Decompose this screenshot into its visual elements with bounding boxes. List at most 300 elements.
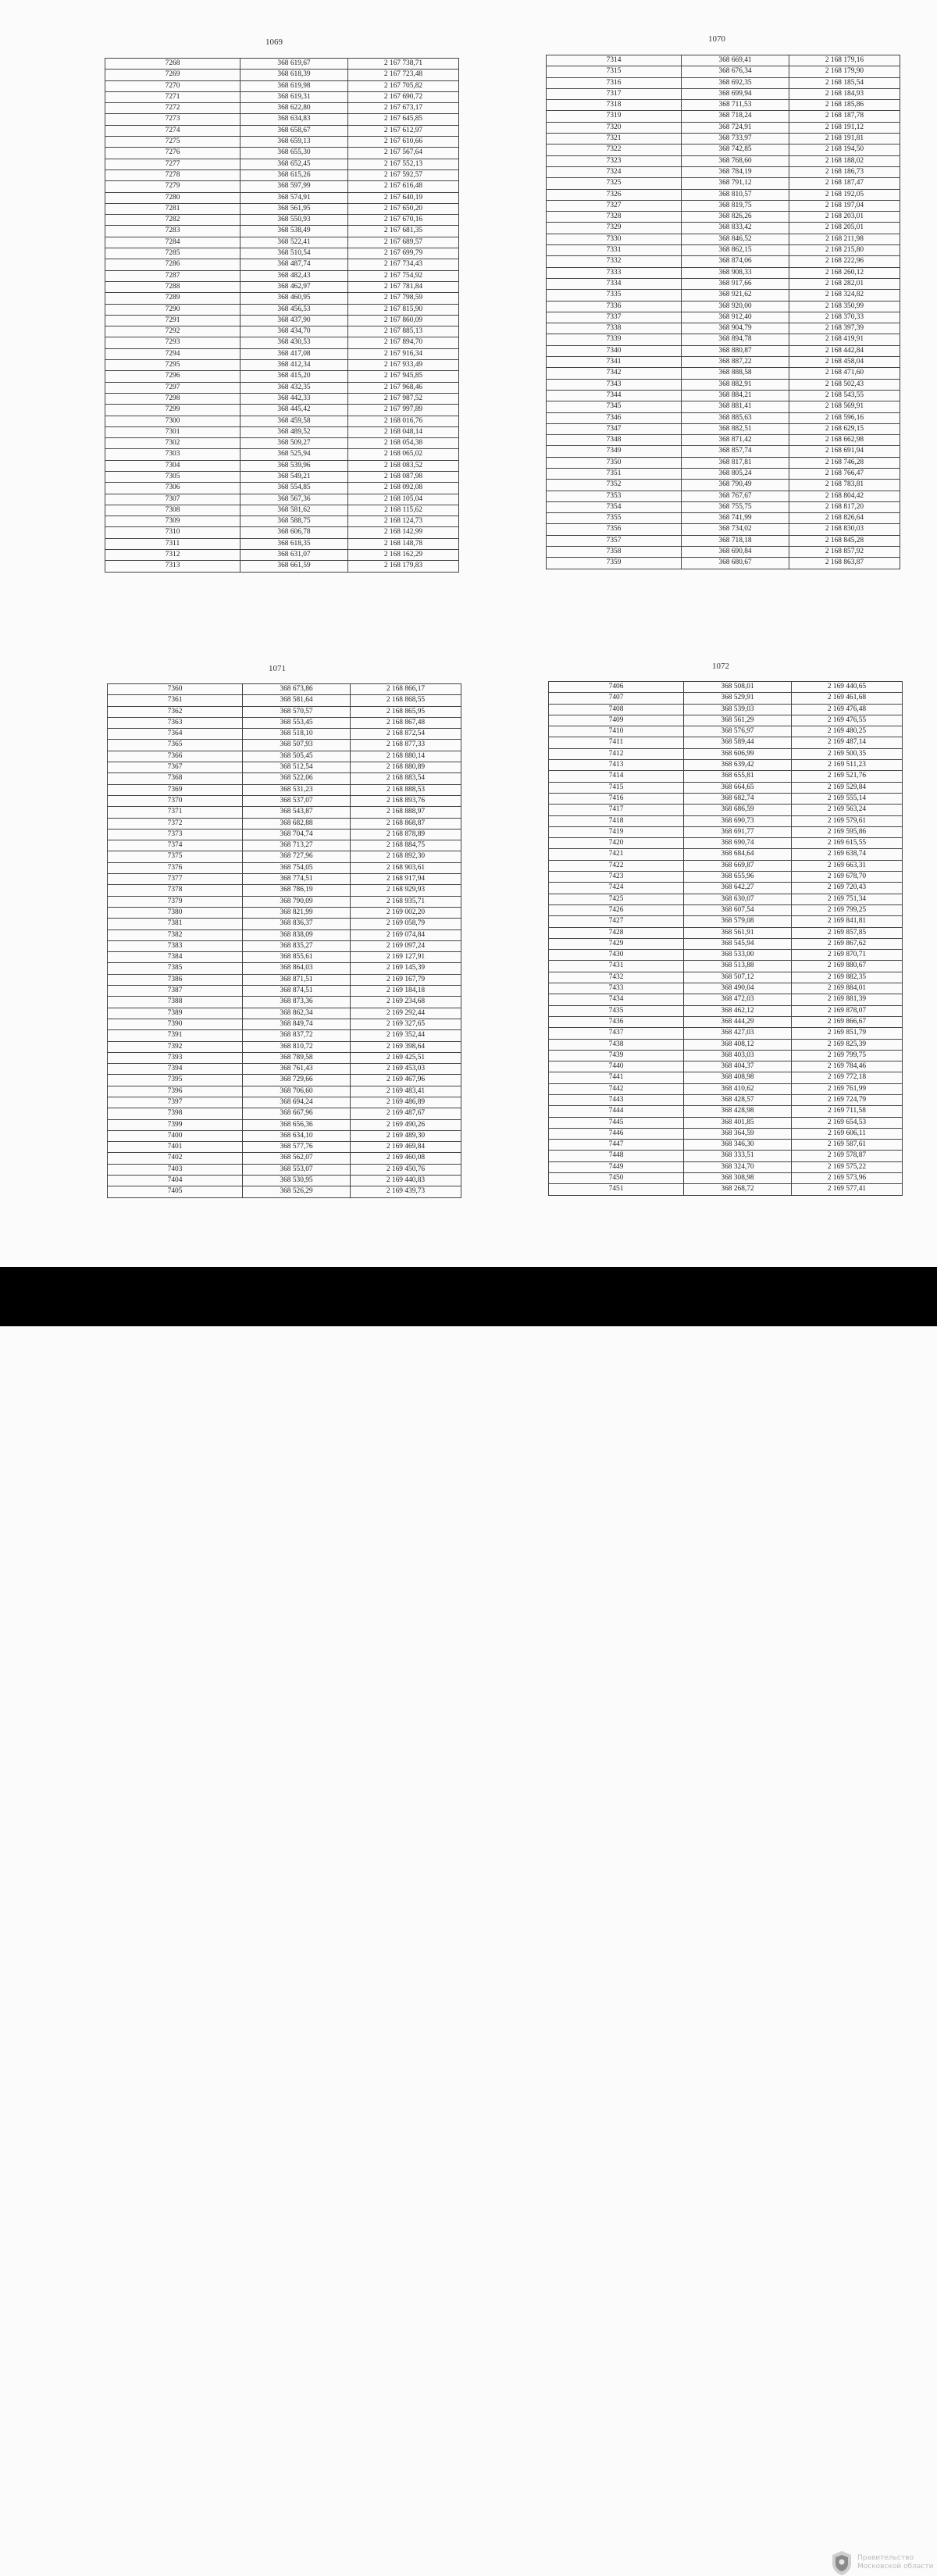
y-coordinate-cell: 2 168 148,78 [348, 538, 459, 549]
x-coordinate-cell: 368 408,98 [684, 1072, 792, 1083]
point-number-cell: 7279 [105, 181, 240, 192]
point-number-cell: 7338 [547, 323, 682, 334]
table-row [108, 997, 461, 1008]
point-number-cell: 7429 [549, 938, 684, 949]
table-row [105, 416, 459, 426]
table-row [549, 715, 903, 726]
point-number-cell: 7439 [549, 1050, 684, 1061]
y-coordinate-cell: 2 168 419,91 [789, 334, 900, 345]
table-row [547, 435, 900, 446]
y-coordinate-cell: 2 169 292,44 [351, 1008, 461, 1019]
y-coordinate-cell: 2 168 105,04 [348, 494, 459, 505]
y-coordinate-cell: 2 167 798,59 [348, 293, 459, 304]
table-row [108, 851, 461, 862]
table-row [547, 234, 900, 244]
point-number-cell: 7281 [105, 203, 240, 214]
y-coordinate-cell: 2 169 440,83 [351, 1176, 461, 1186]
table-row [105, 449, 459, 460]
point-number-cell: 7369 [108, 784, 243, 795]
table-row [105, 348, 459, 359]
table-row [549, 883, 903, 894]
y-coordinate-cell: 2 168 863,87 [789, 558, 900, 569]
x-coordinate-cell: 368 526,29 [243, 1186, 351, 1197]
x-coordinate-cell: 368 656,36 [243, 1119, 351, 1130]
point-number-cell: 7273 [105, 114, 240, 125]
x-coordinate-cell: 368 684,64 [684, 849, 792, 860]
y-coordinate-cell: 2 169 425,51 [351, 1052, 461, 1063]
x-coordinate-cell: 368 673,86 [243, 684, 351, 695]
table-row [549, 748, 903, 759]
x-coordinate-cell: 368 871,42 [682, 435, 789, 446]
x-coordinate-cell: 368 767,67 [682, 491, 789, 501]
y-coordinate-cell: 2 168 935,71 [351, 896, 461, 907]
y-coordinate-cell: 2 169 577,41 [792, 1184, 903, 1195]
table-row [105, 382, 459, 393]
x-coordinate-cell: 368 884,21 [682, 390, 789, 401]
table-row [105, 483, 459, 494]
y-coordinate-cell: 2 169 521,76 [792, 771, 903, 782]
table-row [549, 1173, 903, 1184]
point-number-cell: 7444 [549, 1106, 684, 1117]
x-coordinate-cell: 368 888,58 [682, 368, 789, 379]
x-coordinate-cell: 368 308,98 [684, 1173, 792, 1184]
x-coordinate-cell: 368 615,26 [240, 169, 348, 180]
x-coordinate-cell: 368 588,75 [240, 516, 348, 527]
x-coordinate-cell: 368 706,60 [243, 1086, 351, 1097]
table-row [105, 59, 459, 70]
table-row [105, 181, 459, 192]
y-coordinate-cell: 2 167 968,46 [348, 382, 459, 393]
table-row [547, 88, 900, 99]
point-number-cell: 7435 [549, 1005, 684, 1016]
x-coordinate-cell: 368 655,30 [240, 148, 348, 159]
table-row [105, 405, 459, 416]
y-coordinate-cell: 2 169 575,22 [792, 1161, 903, 1172]
table-row [108, 684, 461, 695]
y-coordinate-cell: 2 167 650,20 [348, 203, 459, 214]
table-row [549, 872, 903, 883]
table-row [105, 304, 459, 315]
y-coordinate-cell: 2 168 192,05 [789, 189, 900, 200]
point-number-cell: 7413 [549, 760, 684, 771]
point-number-cell: 7399 [108, 1119, 243, 1130]
y-coordinate-cell: 2 169 799,75 [792, 1050, 903, 1061]
point-number-cell: 7318 [547, 100, 682, 111]
y-coordinate-cell: 2 167 894,70 [348, 337, 459, 348]
y-coordinate-cell: 2 168 878,89 [351, 829, 461, 840]
point-number-cell: 7312 [105, 550, 240, 561]
y-coordinate-cell: 2 168 817,20 [789, 501, 900, 512]
x-coordinate-cell: 368 581,64 [243, 695, 351, 706]
point-number-cell: 7388 [108, 997, 243, 1008]
table-row [108, 896, 461, 907]
x-coordinate-cell: 368 690,84 [682, 547, 789, 558]
table-row [105, 561, 459, 572]
y-coordinate-cell: 2 169 490,26 [351, 1119, 461, 1130]
point-number-cell: 7409 [549, 715, 684, 726]
point-number-cell: 7403 [108, 1164, 243, 1175]
table-row [108, 1052, 461, 1063]
x-coordinate-cell: 368 589,44 [684, 737, 792, 748]
point-number-cell: 7295 [105, 360, 240, 371]
coordinates-table-1070 [546, 55, 900, 569]
point-number-cell: 7309 [105, 516, 240, 527]
table-row [105, 91, 459, 102]
table-row [547, 245, 900, 256]
x-coordinate-cell: 368 410,62 [684, 1083, 792, 1094]
y-coordinate-cell: 2 168 187,47 [789, 178, 900, 189]
point-number-cell: 7302 [105, 438, 240, 449]
table-row [549, 927, 903, 938]
point-number-cell: 7314 [547, 55, 682, 66]
point-number-cell: 7426 [549, 904, 684, 915]
y-coordinate-cell: 2 168 211,98 [789, 234, 900, 244]
x-coordinate-cell: 368 881,41 [682, 401, 789, 412]
point-number-cell: 7278 [105, 169, 240, 180]
x-coordinate-cell: 368 742,85 [682, 144, 789, 155]
point-number-cell: 7405 [108, 1186, 243, 1197]
x-coordinate-cell: 368 904,79 [682, 323, 789, 334]
x-coordinate-cell: 368 518,10 [243, 729, 351, 740]
point-number-cell: 7331 [547, 245, 682, 256]
table-row [105, 80, 459, 91]
y-coordinate-cell: 2 167 987,52 [348, 393, 459, 404]
y-coordinate-cell: 2 169 761,99 [792, 1083, 903, 1094]
point-number-cell: 7339 [547, 334, 682, 345]
point-number-cell: 7332 [547, 256, 682, 267]
table-row [105, 215, 459, 226]
table-row [108, 1108, 461, 1119]
table-row [547, 178, 900, 189]
point-number-cell: 7306 [105, 483, 240, 494]
y-coordinate-cell: 2 168 903,61 [351, 862, 461, 873]
point-number-cell: 7412 [549, 748, 684, 759]
y-coordinate-cell: 2 169 486,89 [351, 1097, 461, 1108]
y-coordinate-cell: 2 168 892,30 [351, 851, 461, 862]
x-coordinate-cell: 368 618,39 [240, 70, 348, 80]
x-coordinate-cell: 368 417,08 [240, 348, 348, 359]
point-number-cell: 7292 [105, 326, 240, 337]
y-coordinate-cell: 2 169 880,67 [792, 961, 903, 972]
y-coordinate-cell: 2 167 885,13 [348, 326, 459, 337]
x-coordinate-cell: 368 268,72 [684, 1184, 792, 1195]
x-coordinate-cell: 368 522,06 [243, 773, 351, 784]
x-coordinate-cell: 368 669,41 [682, 55, 789, 66]
x-coordinate-cell: 368 789,58 [243, 1052, 351, 1063]
x-coordinate-cell: 368 428,57 [684, 1094, 792, 1105]
x-coordinate-cell: 368 456,53 [240, 304, 348, 315]
point-number-cell: 7421 [549, 849, 684, 860]
table-row [105, 281, 459, 292]
table-row [549, 1083, 903, 1094]
x-coordinate-cell: 368 545,94 [684, 938, 792, 949]
x-coordinate-cell: 368 912,40 [682, 312, 789, 323]
table-row [547, 412, 900, 423]
x-coordinate-cell: 368 682,74 [684, 793, 792, 804]
x-coordinate-cell: 368 741,99 [682, 513, 789, 524]
x-coordinate-cell: 368 412,34 [240, 360, 348, 371]
y-coordinate-cell: 2 169 851,79 [792, 1028, 903, 1039]
x-coordinate-cell: 368 346,30 [684, 1140, 792, 1151]
table-row [549, 1140, 903, 1151]
x-coordinate-cell: 368 810,72 [243, 1041, 351, 1052]
table-row [549, 682, 903, 693]
table-row [108, 1086, 461, 1097]
point-number-cell: 7448 [549, 1151, 684, 1161]
point-number-cell: 7355 [547, 513, 682, 524]
point-number-cell: 7368 [108, 773, 243, 784]
point-number-cell: 7280 [105, 192, 240, 203]
y-coordinate-cell: 2 169 074,84 [351, 929, 461, 940]
point-number-cell: 7313 [105, 561, 240, 572]
y-coordinate-cell: 2 168 893,76 [351, 795, 461, 806]
y-coordinate-cell: 2 168 867,48 [351, 717, 461, 728]
table-row [105, 538, 459, 549]
table-row [108, 974, 461, 985]
x-coordinate-cell: 368 579,08 [684, 916, 792, 927]
x-coordinate-cell: 368 733,97 [682, 134, 789, 144]
y-coordinate-cell: 2 167 723,48 [348, 70, 459, 80]
y-coordinate-cell: 2 168 115,62 [348, 505, 459, 516]
y-coordinate-cell: 2 169 663,31 [792, 860, 903, 871]
point-number-cell: 7428 [549, 927, 684, 938]
table-row [549, 1117, 903, 1128]
point-number-cell: 7443 [549, 1094, 684, 1105]
y-coordinate-cell: 2 168 187,78 [789, 111, 900, 122]
y-coordinate-cell: 2 168 883,54 [351, 773, 461, 784]
point-number-cell: 7285 [105, 248, 240, 259]
point-number-cell: 7300 [105, 416, 240, 426]
point-number-cell: 7414 [549, 771, 684, 782]
y-coordinate-cell: 2 169 678,70 [792, 872, 903, 883]
table-row [108, 729, 461, 740]
point-number-cell: 7410 [549, 726, 684, 737]
y-coordinate-cell: 2 169 398,64 [351, 1041, 461, 1052]
y-coordinate-cell: 2 167 699,79 [348, 248, 459, 259]
table-row [547, 256, 900, 267]
x-coordinate-cell: 368 874,51 [243, 986, 351, 997]
y-coordinate-cell: 2 169 784,46 [792, 1061, 903, 1072]
table-row [549, 838, 903, 849]
table-row [549, 704, 903, 715]
x-coordinate-cell: 368 561,95 [240, 203, 348, 214]
table-row [547, 111, 900, 122]
y-coordinate-cell: 2 168 845,28 [789, 535, 900, 546]
point-number-cell: 7352 [547, 480, 682, 491]
y-coordinate-cell: 2 168 083,52 [348, 460, 459, 471]
table-row [549, 904, 903, 915]
point-number-cell: 7419 [549, 826, 684, 837]
x-coordinate-cell: 368 427,03 [684, 1028, 792, 1039]
y-coordinate-cell: 2 169 511,23 [792, 760, 903, 771]
x-coordinate-cell: 368 661,59 [240, 561, 348, 572]
table-row [105, 70, 459, 80]
point-number-cell: 7356 [547, 524, 682, 535]
point-number-cell: 7446 [549, 1128, 684, 1139]
point-number-cell: 7380 [108, 907, 243, 918]
point-number-cell: 7274 [105, 125, 240, 136]
point-number-cell: 7357 [547, 535, 682, 546]
page-number-1071: 1071 [269, 664, 286, 673]
point-number-cell: 7284 [105, 237, 240, 248]
point-number-cell: 7370 [108, 795, 243, 806]
y-coordinate-cell: 2 168 880,89 [351, 762, 461, 773]
x-coordinate-cell: 368 530,95 [243, 1176, 351, 1186]
x-coordinate-cell: 368 784,19 [682, 166, 789, 177]
x-coordinate-cell: 368 489,52 [240, 426, 348, 437]
x-coordinate-cell: 368 509,27 [240, 438, 348, 449]
point-number-cell: 7374 [108, 840, 243, 851]
x-coordinate-cell: 368 619,98 [240, 80, 348, 91]
point-number-cell: 7445 [549, 1117, 684, 1128]
x-coordinate-cell: 368 576,97 [684, 726, 792, 737]
point-number-cell: 7424 [549, 883, 684, 894]
table-row [108, 1176, 461, 1186]
table-row [105, 426, 459, 437]
y-coordinate-cell: 2 169 751,34 [792, 894, 903, 904]
y-coordinate-cell: 2 169 460,08 [351, 1153, 461, 1164]
table-row [105, 169, 459, 180]
y-coordinate-cell: 2 169 606,11 [792, 1128, 903, 1139]
table-row [108, 952, 461, 963]
x-coordinate-cell: 368 669,87 [684, 860, 792, 871]
table-row [547, 535, 900, 546]
page-number-1072: 1072 [712, 662, 729, 671]
table-row [105, 516, 459, 527]
table-row [108, 1041, 461, 1052]
x-coordinate-cell: 368 606,78 [240, 527, 348, 538]
x-coordinate-cell: 368 505,45 [243, 751, 351, 762]
point-number-cell: 7436 [549, 1016, 684, 1027]
y-coordinate-cell: 2 168 350,99 [789, 301, 900, 312]
x-coordinate-cell: 368 908,33 [682, 267, 789, 278]
x-coordinate-cell: 368 510,54 [240, 248, 348, 259]
x-coordinate-cell: 368 921,62 [682, 290, 789, 301]
y-coordinate-cell: 2 168 092,08 [348, 483, 459, 494]
table-row [108, 740, 461, 751]
footer-line-2: Московской области [857, 2563, 934, 2571]
x-coordinate-cell: 368 790,09 [243, 896, 351, 907]
table-row [105, 471, 459, 482]
table-row [105, 148, 459, 159]
table-row [549, 782, 903, 793]
y-coordinate-cell: 2 169 097,24 [351, 940, 461, 951]
y-coordinate-cell: 2 167 673,17 [348, 103, 459, 114]
table-row [105, 259, 459, 270]
y-coordinate-cell: 2 169 615,55 [792, 838, 903, 849]
y-coordinate-cell: 2 169 476,48 [792, 704, 903, 715]
point-number-cell: 7348 [547, 435, 682, 446]
point-number-cell: 7377 [108, 874, 243, 885]
y-coordinate-cell: 2 168 185,54 [789, 77, 900, 88]
table-row [547, 379, 900, 390]
x-coordinate-cell: 368 691,77 [684, 826, 792, 837]
table-row [108, 874, 461, 885]
x-coordinate-cell: 368 574,91 [240, 192, 348, 203]
point-number-cell: 7362 [108, 706, 243, 717]
table-row [547, 558, 900, 569]
table-row [549, 737, 903, 748]
table-row [549, 950, 903, 961]
table-row [108, 1097, 461, 1108]
x-coordinate-cell: 368 826,26 [682, 212, 789, 223]
point-number-cell: 7422 [549, 860, 684, 871]
point-number-cell: 7337 [547, 312, 682, 323]
point-number-cell: 7415 [549, 782, 684, 793]
y-coordinate-cell: 2 168 888,97 [351, 807, 461, 818]
point-number-cell: 7326 [547, 189, 682, 200]
point-number-cell: 7276 [105, 148, 240, 159]
x-coordinate-cell: 368 606,99 [684, 748, 792, 759]
y-coordinate-cell: 2 167 860,09 [348, 315, 459, 326]
table-row [105, 371, 459, 382]
x-coordinate-cell: 368 658,67 [240, 125, 348, 136]
table-row [108, 717, 461, 728]
y-coordinate-cell: 2 169 711,58 [792, 1106, 903, 1117]
coat-of-arms-icon [830, 2549, 853, 2576]
point-number-cell: 7451 [549, 1184, 684, 1195]
table-row [547, 166, 900, 177]
x-coordinate-cell: 368 487,74 [240, 259, 348, 270]
table-row [549, 961, 903, 972]
x-coordinate-cell: 368 567,36 [240, 494, 348, 505]
y-coordinate-cell: 2 168 880,14 [351, 751, 461, 762]
x-coordinate-cell: 368 694,24 [243, 1097, 351, 1108]
x-coordinate-cell: 368 549,21 [240, 471, 348, 482]
x-coordinate-cell: 368 882,51 [682, 423, 789, 434]
table-row [108, 929, 461, 940]
table-row [108, 818, 461, 829]
table-row [547, 66, 900, 77]
x-coordinate-cell: 368 630,07 [684, 894, 792, 904]
x-coordinate-cell: 368 835,27 [243, 940, 351, 951]
point-number-cell: 7272 [105, 103, 240, 114]
y-coordinate-cell: 2 168 866,17 [351, 684, 461, 695]
x-coordinate-cell: 368 537,07 [243, 795, 351, 806]
y-coordinate-cell: 2 169 058,79 [351, 919, 461, 929]
table-row [547, 55, 900, 66]
point-number-cell: 7325 [547, 178, 682, 189]
x-coordinate-cell: 368 430,53 [240, 337, 348, 348]
table-row [549, 826, 903, 837]
point-number-cell: 7383 [108, 940, 243, 951]
point-number-cell: 7372 [108, 818, 243, 829]
y-coordinate-cell: 2 168 215,80 [789, 245, 900, 256]
y-coordinate-cell: 2 169 587,61 [792, 1140, 903, 1151]
y-coordinate-cell: 2 167 670,16 [348, 215, 459, 226]
x-coordinate-cell: 368 642,27 [684, 883, 792, 894]
x-coordinate-cell: 368 857,74 [682, 446, 789, 457]
x-coordinate-cell: 368 821,99 [243, 907, 351, 918]
y-coordinate-cell: 2 168 502,43 [789, 379, 900, 390]
y-coordinate-cell: 2 169 483,41 [351, 1086, 461, 1097]
x-coordinate-cell: 368 729,66 [243, 1075, 351, 1086]
y-coordinate-cell: 2 168 830,03 [789, 524, 900, 535]
table-row [108, 1153, 461, 1164]
y-coordinate-cell: 2 169 480,25 [792, 726, 903, 737]
y-coordinate-cell: 2 168 868,87 [351, 818, 461, 829]
table-row [108, 1186, 461, 1197]
table-row [105, 137, 459, 148]
point-number-cell: 7359 [547, 558, 682, 569]
table-row [105, 460, 459, 471]
table-row [105, 125, 459, 136]
point-number-cell: 7347 [547, 423, 682, 434]
x-coordinate-cell: 368 462,12 [684, 1005, 792, 1016]
table-row [549, 1028, 903, 1039]
x-coordinate-cell: 368 880,87 [682, 345, 789, 356]
y-coordinate-cell: 2 167 945,85 [348, 371, 459, 382]
